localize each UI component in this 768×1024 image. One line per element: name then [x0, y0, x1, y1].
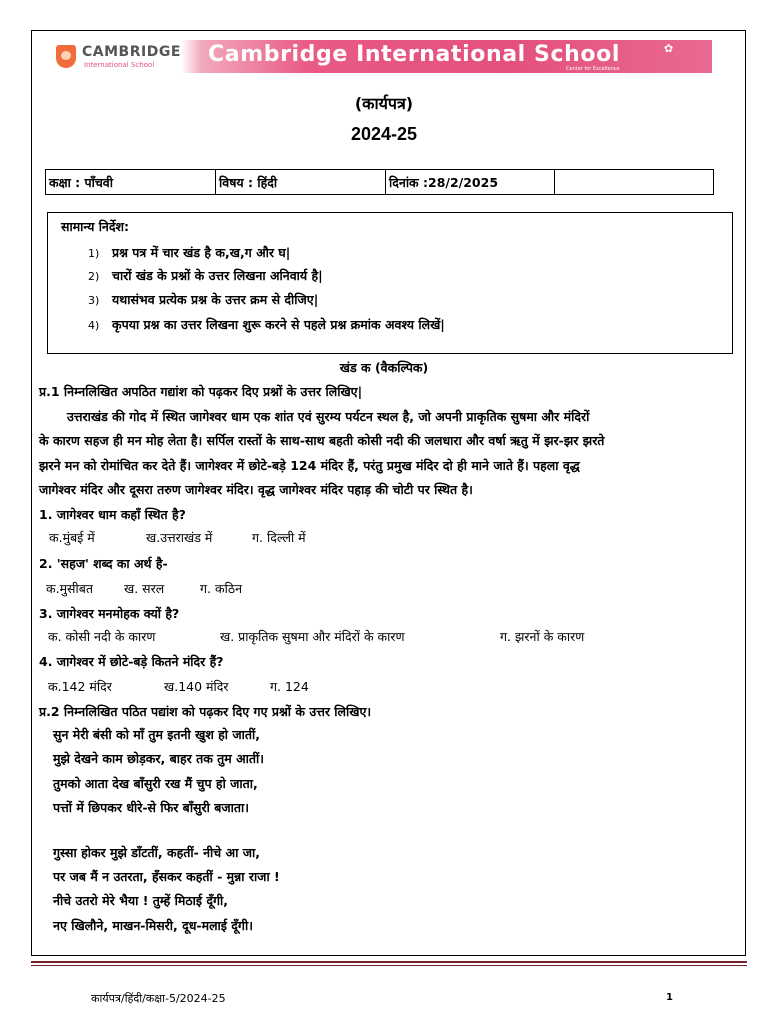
worksheet-title: (कार्यपत्र) [354, 94, 414, 113]
instruction-text: प्रश्न पत्र में चार खंड है क,ख,ग और घ| [112, 245, 291, 260]
option-c: ग. 124 [270, 679, 309, 694]
poem-line: पत्तों में छिपकर धीरे-से फिर बाँसुरी बजाता। [53, 800, 249, 815]
instruction-item [88, 291, 318, 308]
page-number: 1 [666, 992, 673, 1003]
question-3: 3. जागेश्वर मनमोहक क्यों है? [39, 606, 180, 621]
passage-line: झरने मन को रोमांचित कर देते हैं। जागेश्वर में छोटे-बड़े 124 मंदिर हैं, परंतु प्रमुख मंदिर दो ही माने जाते हैं। पहला वृद्ध [39, 458, 580, 473]
option-a: क. कोसी नदी के कारण [48, 629, 156, 644]
poem-line: पर जब मैं न उतरता, हँसकर कहतीं - मुन्ना राजा ! [53, 869, 280, 884]
class-cell: कक्षा : पाँचवी [46, 170, 216, 195]
date-cell: दिनांक :28/2/2025 [386, 170, 555, 195]
school-tagline: Center for Excellence [566, 66, 620, 72]
q1-prompt: प्र.1 निम्नलिखित अपठित गद्यांश को पढ़कर दिए प्रश्नों के उत्तर लिखिए| [39, 384, 363, 399]
subject-cell: विषय : हिंदी [216, 170, 386, 195]
instruction-text: कृपया प्रश्न का उत्तर लिखना शुरू करने से पहले प्रश्न क्रमांक अवश्य लिखें| [112, 317, 445, 332]
poem-line: नीचे उतरो मेरे भैया ! तुम्हें मिठाई दूँगी, [53, 893, 229, 908]
option-b: ख.140 मंदिर [164, 679, 229, 694]
passage-line: जागेश्वर मंदिर और दूसरा तरुण जागेश्वर मंदिर। वृद्ध जागेश्वर मंदिर पहाड़ की चोटी पर स्थित है। [39, 482, 473, 497]
blank-cell [555, 170, 714, 195]
poem-line: तुमको आता देख बाँसुरी रख मैं चुप हो जाता, [53, 776, 258, 791]
option-b: ख.उत्तराखंड में [146, 530, 213, 545]
instruction-text: यथासंभव प्रत्येक प्रश्न के उत्तर क्रम से दीजिए| [112, 292, 319, 307]
instruction-item [88, 267, 323, 284]
instruction-item [88, 244, 290, 261]
instructions-heading: सामान्य निर्देश: [61, 219, 130, 234]
instruction-item [88, 316, 445, 333]
option-c: ग. झरनों के कारण [500, 629, 585, 644]
section-a-heading: खंड क (वैकल्पिक) [339, 360, 429, 375]
option-a: क.142 मंदिर [48, 679, 112, 694]
footer-rule [31, 965, 747, 966]
poem-line: गुस्सा होकर मुझे डाँटतीं, कहतीं- नीचे आ जा, [53, 845, 260, 860]
passage-line: के कारण सहज ही मन मोह लेता है। सर्पिल रास्तों के साथ-साथ बहती कोसी नदी की जलधारा और वर्षा ऋतु में झर-झर झरते [39, 433, 605, 448]
school-name: Cambridge International School [208, 42, 620, 67]
session-year: 2024-25 [350, 124, 418, 144]
poem-line: नए खिलौने, माखन-मिसरी, दूध-मलाई दूँगी। [53, 918, 253, 933]
option-a: क.मुंबई में [49, 530, 95, 545]
instruction-number: 3) [88, 294, 100, 307]
option-c: ग. कठिन [200, 581, 243, 596]
option-a: क.मुसीबत [46, 581, 93, 596]
school-logo-icon [56, 45, 76, 68]
option-b: ख. प्राकृतिक सुषमा और मंदिरों के कारण [220, 629, 405, 644]
instruction-number: 1) [88, 247, 100, 260]
passage-line: उत्तराखंड की गोद में स्थित जागेश्वर धाम एक शांत एवं सुरम्य पर्यटन स्थल है, जो अपनी प्राकृतिक सुषमा और मंदिरों [67, 409, 590, 424]
poem-line: मुझे देखने काम छोड़कर, बाहर तक तुम आतीं। [53, 751, 264, 766]
q2-prompt: प्र.2 निम्नलिखित पठित पद्यांश को पढ़कर दिए गए प्रश्नों के उत्तर लिखिए। [39, 704, 372, 719]
info-table [45, 169, 714, 195]
option-c: ग. दिल्ली में [252, 530, 306, 545]
question-1: 1. जागेश्वर धाम कहाँ स्थित है? [39, 507, 186, 522]
instruction-number: 4) [88, 319, 100, 332]
footer-rule [31, 961, 747, 963]
option-b: ख. सरल [124, 581, 165, 596]
logo-name: CAMBRIDGE [82, 44, 181, 60]
instruction-number: 2) [88, 270, 100, 283]
poem-line: सुन मेरी बंसी को माँ तुम इतनी खुश हो जातीं, [53, 727, 261, 742]
question-2: 2. 'सहज' शब्द का अर्थ है- [39, 556, 168, 571]
logo-subtitle: International School [84, 61, 155, 69]
instruction-text: चारों खंड के प्रश्नों के उत्तर लिखना अनिवार्य है| [112, 268, 323, 283]
footer-text: कार्यपत्र/हिंदी/कक्षा-5/2024-25 [91, 992, 226, 1005]
question-4: 4. जागेश्वर में छोटे-बड़े कितने मंदिर हैं? [39, 654, 224, 669]
flower-icon: ✿ [664, 42, 674, 55]
